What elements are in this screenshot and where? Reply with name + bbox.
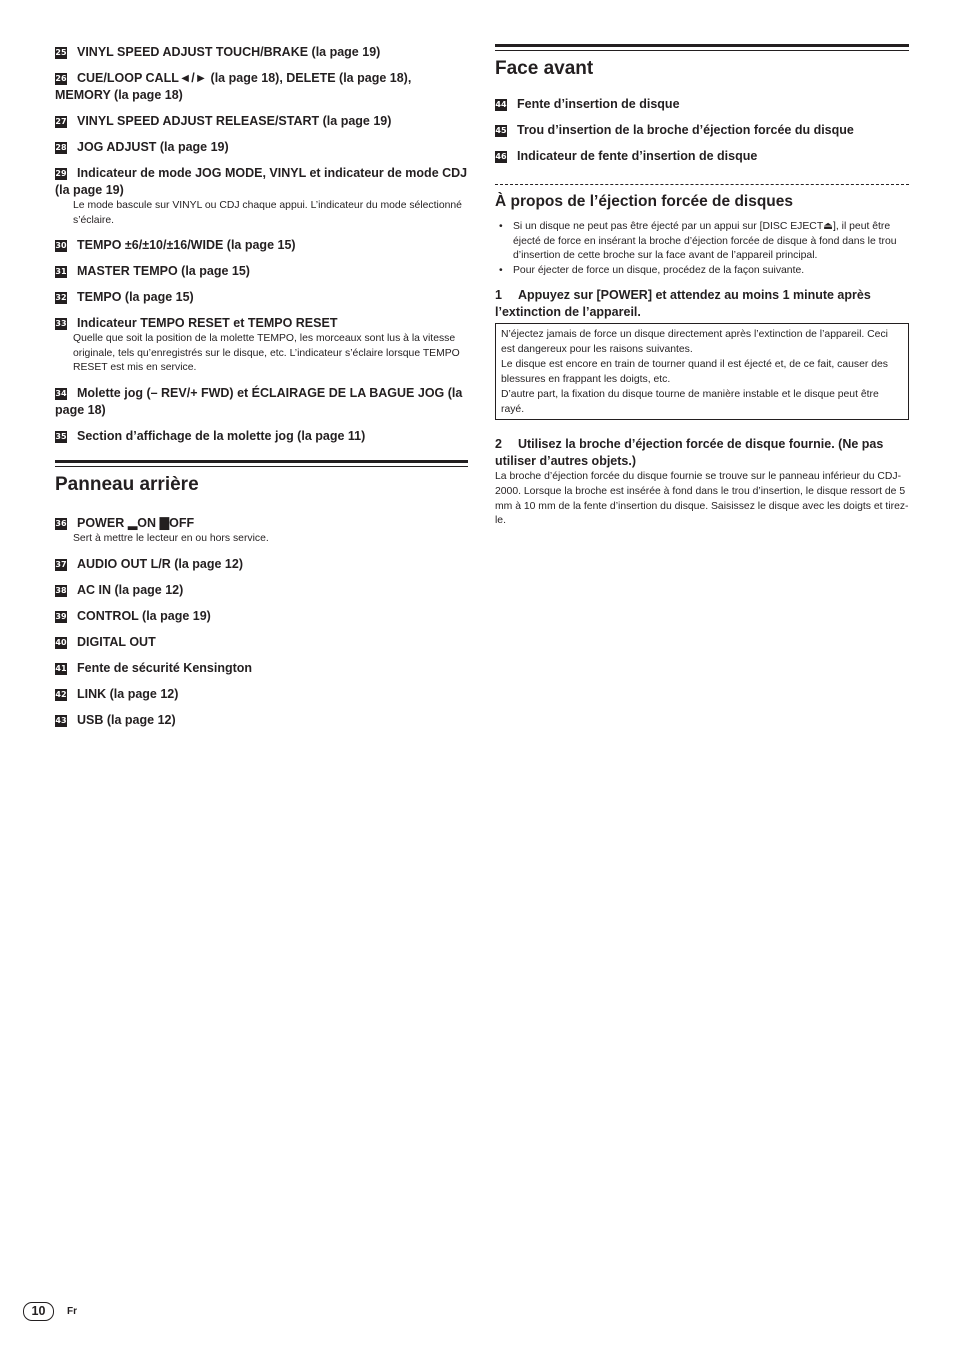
list-item: [55, 315, 468, 376]
bullet-item: • Pour éjecter de force un disque, procédez de la façon suivante.: [495, 264, 909, 279]
item-label: Fente de sécurité Kensington: [77, 660, 253, 675]
step-2: [495, 436, 909, 470]
callout-number: 34: [55, 388, 67, 398]
callout-number: 46: [495, 152, 507, 161]
right-column: [495, 44, 909, 529]
item-heading: [55, 634, 468, 651]
item-heading: [55, 428, 468, 445]
callout-number: 41: [55, 663, 67, 673]
item-heading: [55, 139, 468, 156]
list-item: [55, 165, 468, 228]
item-heading: [55, 165, 468, 199]
item-label: CONTROL (la page 19): [77, 608, 211, 623]
item-label: USB (la page 12): [77, 712, 176, 727]
list-item: [55, 556, 468, 573]
item-heading: [55, 582, 468, 599]
list-item: [55, 263, 468, 280]
step-2-description: La broche d’éjection forcée du disque fournie se trouve sur le panneau inférieur du CDJ-2000. Lorsque la broche est insérée à fond dans le trou d’insertion, le disque ressort de 5 mm à 10 mm de la fente d’insertion du disque. Saisissez le disque avec les doigts et tirez-le.: [495, 471, 909, 527]
callout-number: 43: [55, 715, 67, 725]
list-item: [55, 385, 468, 419]
list-item: [495, 148, 909, 165]
item-heading: [55, 44, 468, 61]
list-item: [55, 289, 468, 306]
callout-number: 26: [55, 74, 67, 83]
subsection-title-ejection: À propos de l’éjection forcée de disques: [495, 193, 794, 210]
item-label: Indicateur de mode JOG MODE, VINYL et indicateur de mode CDJ (la page 19): [55, 166, 468, 197]
warning-line: Le disque est encore en train de tourner quand il est éjecté et, de ce fait, causer des blessures en frappant les doigts, etc.: [501, 359, 889, 386]
list-item: [55, 608, 468, 625]
item-label: TEMPO ±6/±10/±16/WIDE (la page 15): [77, 238, 296, 253]
list-item: [55, 712, 468, 729]
front-panel-list: [495, 96, 909, 165]
item-label: VINYL SPEED ADJUST RELEASE/START (la page 19): [77, 114, 392, 128]
item-heading: [55, 515, 468, 532]
list-item: [55, 44, 468, 61]
list-item: [55, 70, 468, 104]
item-description: Le mode bascule sur VINYL ou CDJ chaque appui. L’indicateur du mode sélectionné s’éclaire.: [73, 200, 462, 226]
item-heading: [55, 289, 468, 306]
list-item: [55, 660, 468, 677]
callout-number: 28: [55, 143, 67, 152]
callout-number: 27: [55, 117, 67, 126]
list-item: [55, 686, 468, 703]
page-footer: [23, 1302, 77, 1321]
list-item: [55, 515, 468, 547]
list-item: [55, 582, 468, 599]
item-label: JOG ADJUST (la page 19): [77, 140, 229, 154]
item-heading: [55, 113, 468, 130]
item-label: Trou d’insertion de la broche d’éjection forcée du disque: [517, 123, 854, 137]
section-title-face-avant: Face avant: [495, 58, 594, 79]
item-label: LINK (la page 12): [77, 686, 179, 701]
left-column: [55, 44, 468, 738]
item-heading: [55, 686, 468, 703]
list-item: [55, 139, 468, 156]
item-label: MASTER TEMPO (la page 15): [77, 264, 250, 279]
callout-number: 45: [495, 126, 507, 135]
callout-number: 25: [55, 48, 67, 57]
section-title-panneau-arriere: Panneau arrière: [55, 473, 199, 495]
item-description: Sert à mettre le lecteur en ou hors service.: [73, 532, 269, 544]
item-label: Section d’affichage de la molette jog (la page 11): [77, 428, 366, 443]
item-label: Indicateur de fente d’insertion de disque: [517, 149, 758, 163]
step-number: 2: [495, 437, 502, 452]
section-rule: [495, 44, 909, 51]
item-heading: [55, 608, 468, 625]
item-label: VINYL SPEED ADJUST TOUCH/BRAKE (la page 19): [77, 45, 381, 59]
callout-number: 38: [55, 585, 67, 595]
item-heading: [495, 96, 909, 113]
step-text: Appuyez sur [POWER] et attendez au moins 1 minute après l’extinction de l’appareil.: [495, 288, 871, 320]
item-heading: [55, 660, 468, 677]
list-item: [55, 428, 468, 445]
page-number: 10: [23, 1302, 54, 1321]
list-item: [495, 122, 909, 139]
item-heading: [495, 148, 909, 165]
warning-line: D’autre part, la fixation du disque tourne de manière instable et le disque peut être rayé.: [501, 389, 879, 416]
section-rule: [55, 460, 468, 467]
callout-number: 33: [55, 319, 67, 329]
item-heading: [55, 237, 468, 254]
language-code: Fr: [67, 1306, 77, 1317]
step-1: [495, 287, 909, 321]
callout-number: 32: [55, 293, 67, 303]
step-number: 1: [495, 288, 502, 303]
bullet-item: • Si un disque ne peut pas être éjecté par un appui sur [DISC EJECT⏏], il peut être éjecté de force en insérant la broche d’éjection forcée de disque à fond dans le trou d’insertion de cette broche sur la face avant de l’appareil principal.: [495, 220, 909, 264]
item-heading: [55, 385, 468, 419]
item-description: Quelle que soit la position de la molette TEMPO, les morceaux sont lus à la vitesse originale, tels qu’enregistrés sur le disque, etc. L’indicateur s’éclaire lorsque TEMPO RESET est mis en service.: [73, 333, 460, 374]
dashed-divider: [495, 184, 909, 185]
callout-number: 40: [55, 637, 67, 647]
item-heading: [495, 122, 909, 139]
step-text: Utilisez la broche d’éjection forcée de disque fournie. (Ne pas utiliser d’autres objets.): [495, 437, 884, 469]
warning-box: [495, 323, 909, 420]
list-item: [55, 237, 468, 254]
list-item: [55, 634, 468, 651]
item-label: Fente d’insertion de disque: [517, 97, 680, 111]
item-heading: [55, 263, 468, 280]
item-heading: [55, 315, 468, 332]
warning-line: N’éjectez jamais de force un disque directement après l’extinction de l’appareil. Ceci est dangereux pour les raisons suivantes.: [501, 329, 888, 356]
callout-number: 39: [55, 611, 67, 621]
callout-number: 42: [55, 689, 67, 699]
callout-number: 44: [495, 100, 507, 109]
item-label: AUDIO OUT L/R (la page 12): [77, 556, 243, 571]
item-label: Indicateur TEMPO RESET et TEMPO RESET: [77, 316, 338, 331]
callout-number: 36: [55, 518, 67, 528]
list-item: [495, 96, 909, 113]
list-item: [55, 113, 468, 130]
callout-number: 29: [55, 169, 67, 178]
bullet-list: [495, 220, 909, 278]
item-label: AC IN (la page 12): [77, 582, 184, 597]
item-label: DIGITAL OUT: [77, 634, 156, 649]
item-label: TEMPO (la page 15): [77, 290, 194, 305]
callout-number: 37: [55, 559, 67, 569]
callout-number: 30: [55, 241, 67, 251]
item-heading: [55, 712, 468, 729]
rear-panel-list: [55, 515, 468, 729]
item-heading: [55, 70, 468, 104]
component-list: [55, 44, 468, 445]
item-label: CUE/LOOP CALL◄/► (la page 18), DELETE (la page 18), MEMORY (la page 18): [55, 71, 412, 102]
item-label: POWER ▂ON ▇OFF: [77, 515, 195, 530]
item-label: Molette jog (– REV/+ FWD) et ÉCLAIRAGE DE LA BAGUE JOG (la page 18): [55, 385, 463, 417]
callout-number: 35: [55, 431, 67, 441]
callout-number: 31: [55, 267, 67, 277]
item-heading: [55, 556, 468, 573]
